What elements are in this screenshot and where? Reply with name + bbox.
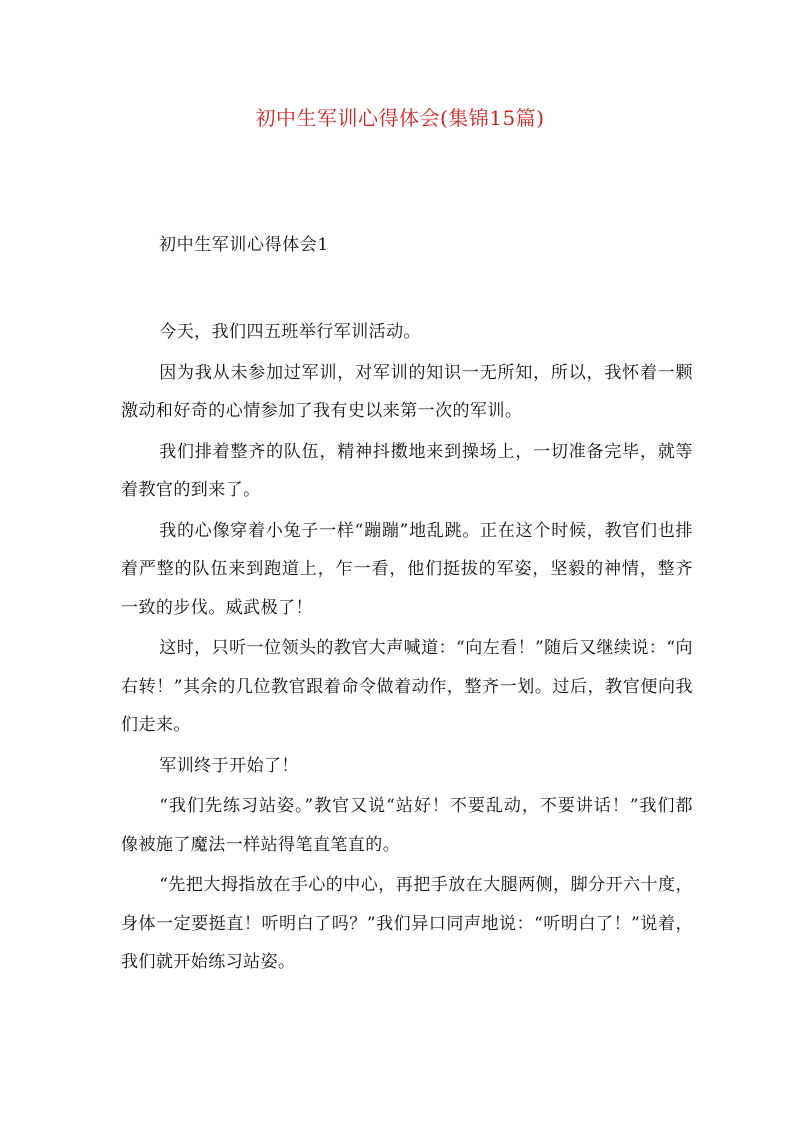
paragraph: 军训终于开始了！ — [159, 755, 299, 776]
body-text — [121, 313, 693, 984]
document-title: 初中生军训心得体会(集锦15篇) — [255, 106, 545, 130]
paragraph: 因为我从未参加过军训，对军训的知识一无所知，所以，我怀着一颗激动和好奇的心情参加了我有史以来第一次的军训。 — [121, 362, 693, 421]
section-heading: 初中生军训心得体会1 — [159, 235, 329, 255]
paragraph: “先把大拇指放在手心的中心，再把手放在大腿两侧，脚分开六十度，身体一定要挺直！听明白了吗？”我们异口同声地说：“听明白了！”说着，我们就开始练习站姿。 — [121, 875, 693, 972]
paragraph: 我的心像穿着小兔子一样“蹦蹦”地乱跳。正在这个时候，教官们也排着严整的队伍来到跑道上，乍一看，他们挺拔的军姿，坚毅的神情，整齐一致的步伐。威武极了！ — [121, 520, 693, 618]
paragraph: 我们排着整齐的队伍，精神抖擞地来到操场上，一切准备完毕，就等着教官的到来了。 — [121, 441, 693, 500]
paragraph: “我们先练习站姿。”教官又说“站好！不要乱动，不要讲话！”我们都像被施了魔法一样站得笔直笔直的。 — [121, 796, 693, 855]
paragraph: 这时，只听一位领头的教官大声喊道：“向左看！”随后又继续说：“向右转！”其余的几位教官跟着命令做着动作，整齐一划。过后，教官便向我们走来。 — [121, 638, 693, 735]
paragraph: 今天，我们四五班举行军训活动。 — [159, 322, 421, 342]
